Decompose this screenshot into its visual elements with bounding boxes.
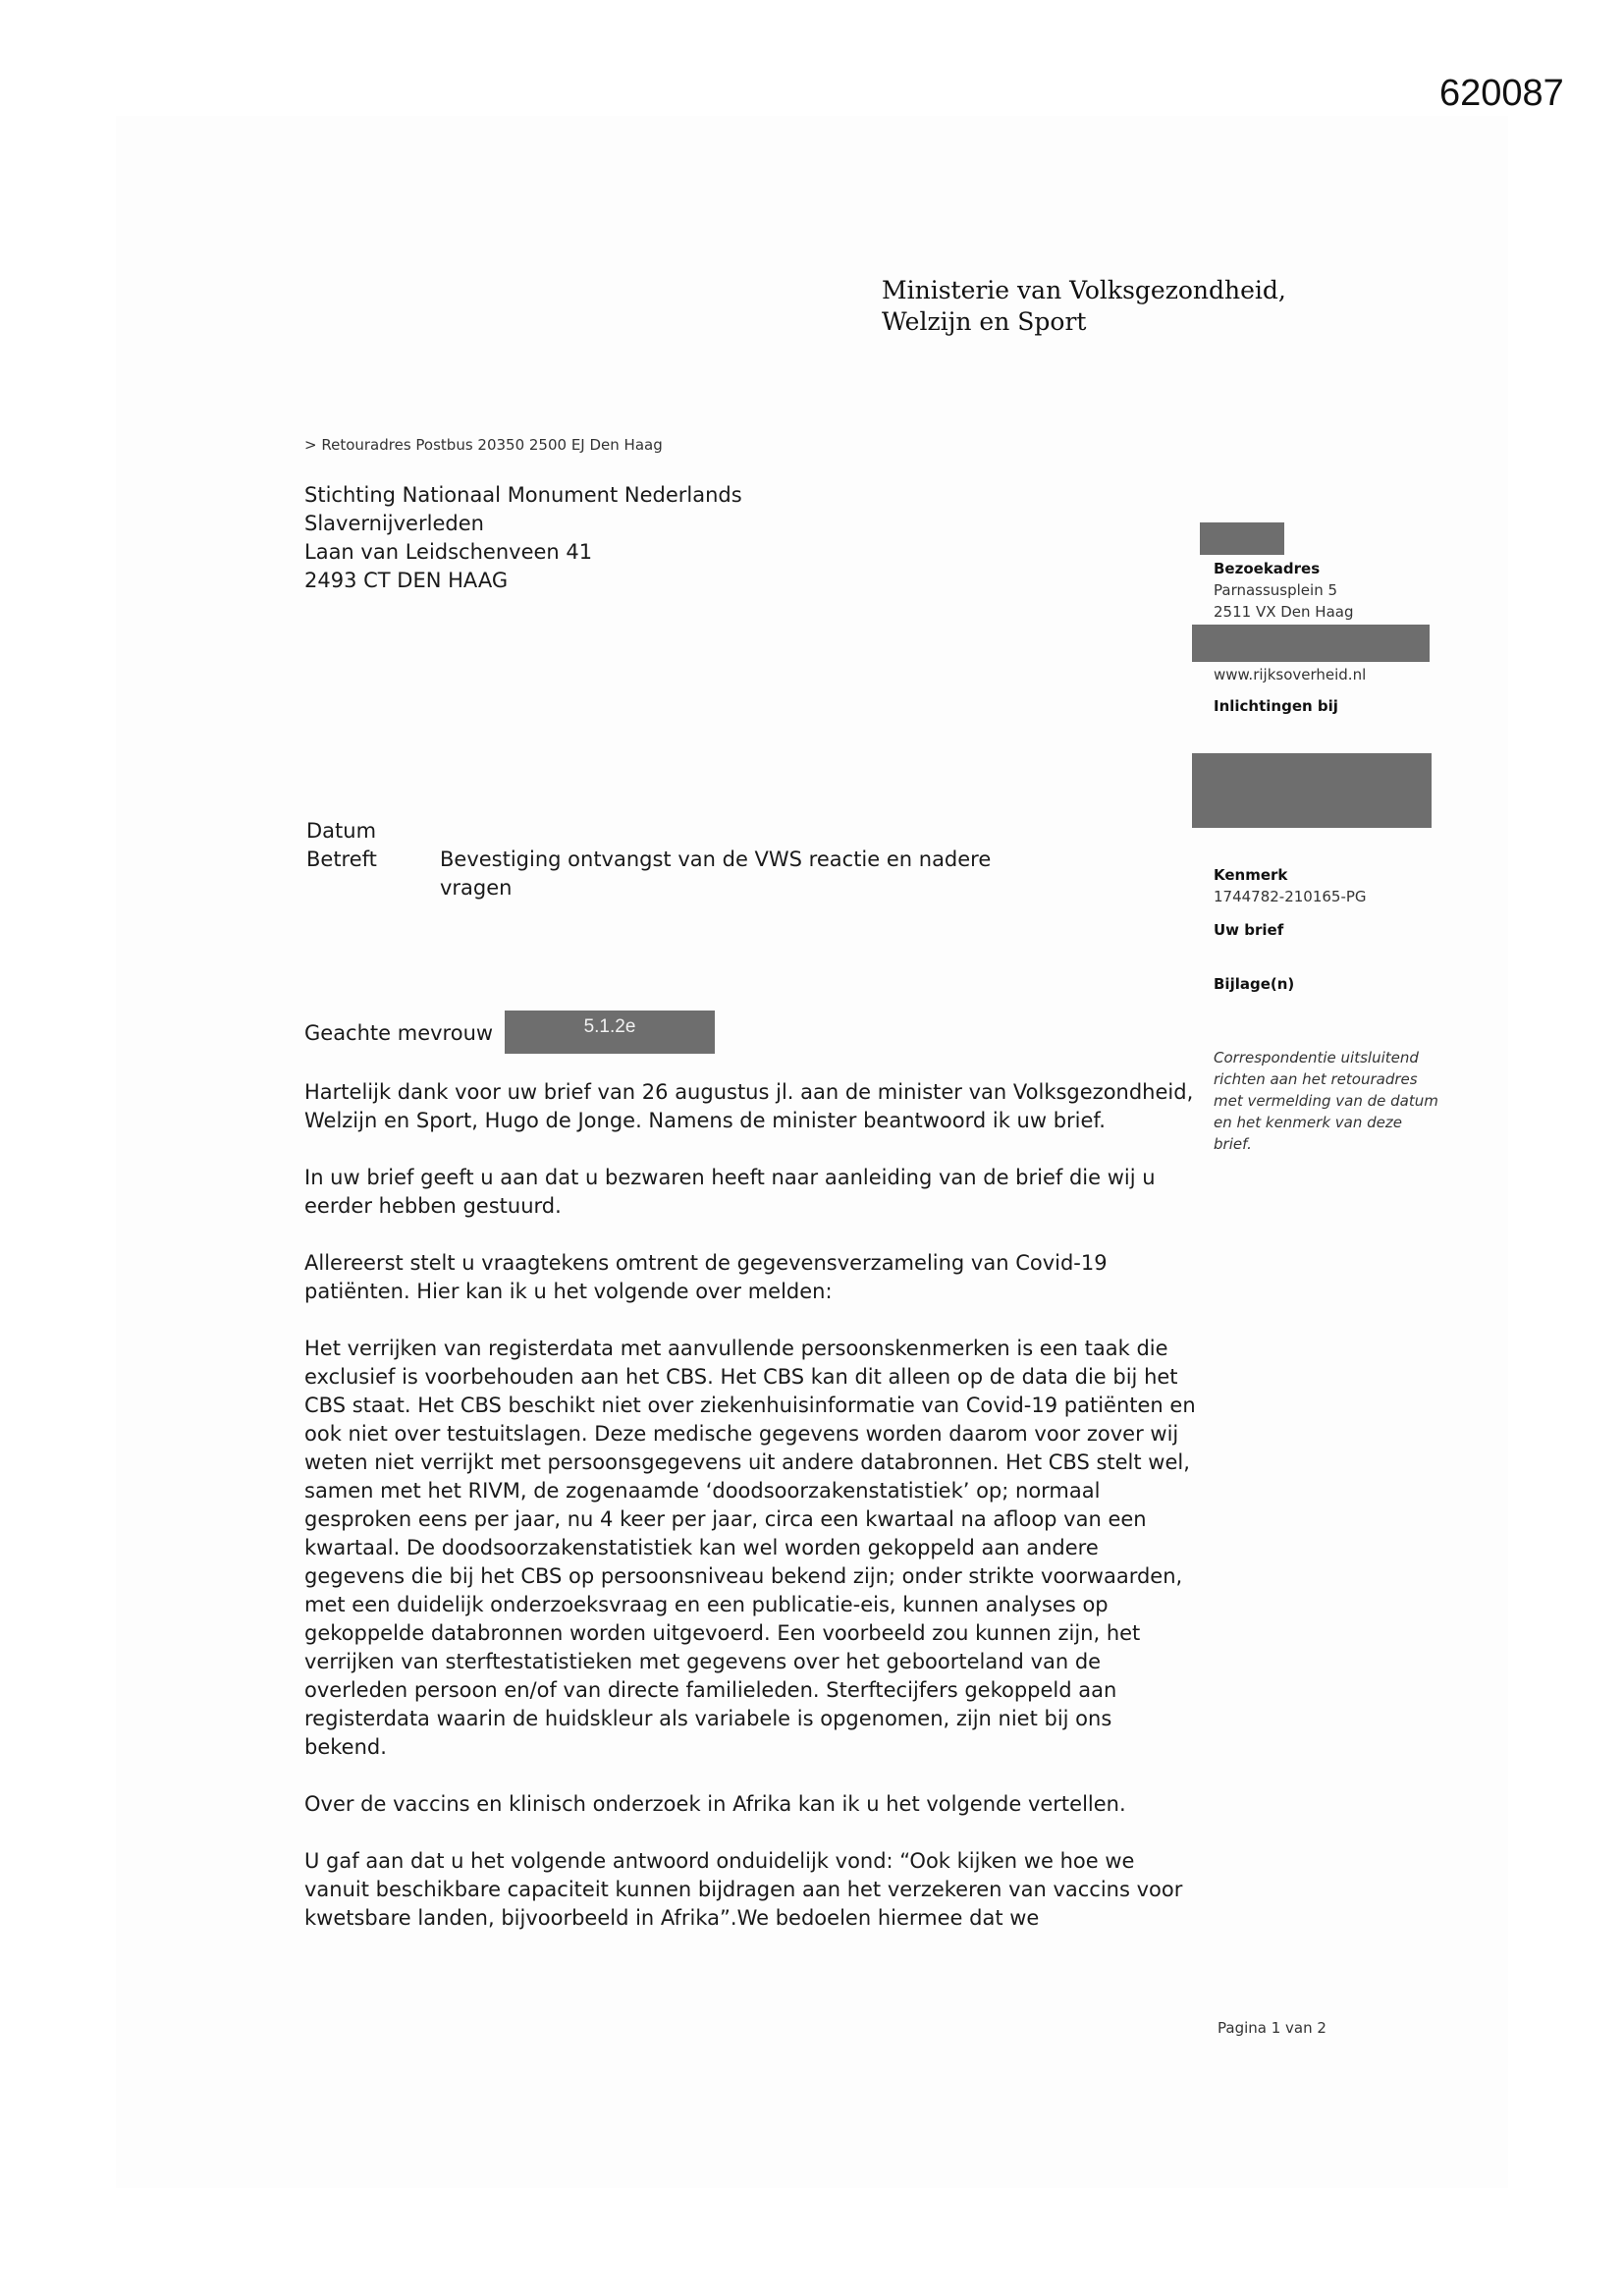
- visit-address-line: 2511 VX Den Haag: [1214, 603, 1354, 621]
- attachments-block: [1214, 973, 1294, 995]
- kenmerk-label: Kenmerk: [1214, 866, 1288, 884]
- ministry-letterhead: [882, 275, 1286, 338]
- recipient-address: [304, 481, 742, 595]
- uw-brief-label: Uw brief: [1214, 921, 1284, 939]
- note-line: richten aan het retouradres: [1214, 1070, 1418, 1088]
- redaction-block: [1192, 625, 1430, 662]
- body-paragraph: Hartelijk dank voor uw brief van 26 augustus jl. aan de minister van Volksgezondheid, Welzijn en Sport, Hugo de Jonge. Namens de minister beantwoord ik uw brief.: [304, 1080, 1194, 1132]
- body-paragraph: Het verrijken van registerdata met aanvullende persoonskenmerken is een taak die exclusief is voorbehouden aan het CBS. Het CBS kan dit alleen op de data die bij het CBS staat. Het CBS beschikt niet over ziekenhuisinformatie van Covid-19 patiënten en ook niet over testuitslagen. Deze medische gegevens worden daarom voor zover wij weten niet verrijkt met persoonsgegevens uit andere databronnen. Het CBS stelt wel, samen met het RIVM, de zogenaamde ‘doodsoorzakenstatistiek’ op; normaal gesproken eens per jaar, nu 4 keer per jaar, circa een kwartaal na afloop van een kwartaal. De doodsoorzakenstatistiek kan wel worden gekoppeld aan andere gegevens die bij het CBS op persoonsniveau bekend zijn; onder strikte voorwaarden, met een duidelijk onderzoeksvraag en een publicatie-eis, kunnen analyses op gekoppelde databronnen worden uitgevoerd. Een voorbeeld zou kunnen zijn, het verrijken van sterftestatistieken met gegevens over het geboorteland van de overleden persoon en/of van directe familieleden. Sterftecijfers gekoppeld aan registerdata waarin de huidskleur als variabele is opgenomen, zijn niet bij ons bekend.: [304, 1337, 1196, 1759]
- note-line: met vermelding van de datum: [1214, 1092, 1438, 1110]
- datum-label: Datum: [306, 819, 377, 843]
- meta-labels: [306, 817, 377, 874]
- your-letter-block: [1214, 919, 1283, 941]
- note-line: Correspondentie uitsluitend: [1214, 1049, 1419, 1066]
- info-label: Inlichtingen bij: [1214, 697, 1338, 715]
- letter-body: [304, 1078, 1198, 1961]
- ministry-name-line2: Welzijn en Sport: [882, 307, 1087, 336]
- recipient-line: Stichting Nationaal Monument Nederlands: [304, 483, 742, 507]
- recipient-line: Slavernijverleden: [304, 512, 484, 535]
- website-link[interactable]: www.rijksoverheid.nl: [1214, 666, 1367, 683]
- document-number: 620087: [1439, 73, 1564, 114]
- visit-address: [1214, 558, 1354, 623]
- ministry-name-line1: Ministerie van Volksgezondheid,: [882, 276, 1286, 304]
- salutation: Geachte mevrouw: [304, 1021, 494, 1045]
- reference-block: [1214, 864, 1367, 907]
- visit-address-label: Bezoekadres: [1214, 560, 1321, 577]
- bijlagen-label: Bijlage(n): [1214, 975, 1295, 993]
- redaction-label: 5.1.2e: [505, 1011, 715, 1054]
- info-block: [1214, 695, 1338, 717]
- redaction-block: [1200, 522, 1284, 555]
- return-address: > Retouradres Postbus 20350 2500 EJ Den Haag: [304, 436, 663, 454]
- body-paragraph: Over de vaccins en klinisch onderzoek in Afrika kan ik u het volgende vertellen.: [304, 1792, 1126, 1816]
- recipient-line: Laan van Leidschenveen 41: [304, 540, 593, 564]
- betreft-label: Betreft: [306, 847, 377, 871]
- subject-text: Bevestiging ontvangst van de VWS reactie en nadere vragen: [440, 847, 992, 900]
- body-paragraph: Allereerst stelt u vraagtekens omtrent de gegevensverzameling van Covid-19 patiënten. Hier kan ik u het volgende over melden:: [304, 1251, 1108, 1303]
- note-line: en het kenmerk van deze: [1214, 1114, 1402, 1131]
- recipient-line: 2493 CT DEN HAAG: [304, 569, 509, 592]
- correspondence-note: [1214, 1047, 1438, 1155]
- visit-address-line: Parnassusplein 5: [1214, 581, 1338, 599]
- kenmerk-value: 1744782-210165-PG: [1214, 888, 1367, 905]
- redaction-block: [1192, 753, 1432, 828]
- website-block: [1214, 664, 1366, 685]
- page-number: Pagina 1 van 2: [1218, 2019, 1326, 2037]
- note-line: brief.: [1214, 1135, 1252, 1153]
- body-paragraph: U gaf aan dat u het volgende antwoord onduidelijk vond: “Ook kijken we hoe we vanuit beschikbare capaciteit kunnen bijdragen aan het verzekeren van vaccins voor kwetsbare landen, bijvoorbeeld in Afrika”.We bedoelen hiermee dat we: [304, 1849, 1183, 1930]
- body-paragraph: In uw brief geeft u aan dat u bezwaren heeft naar aanleiding van de brief die wij u eerder hebben gestuurd.: [304, 1166, 1156, 1218]
